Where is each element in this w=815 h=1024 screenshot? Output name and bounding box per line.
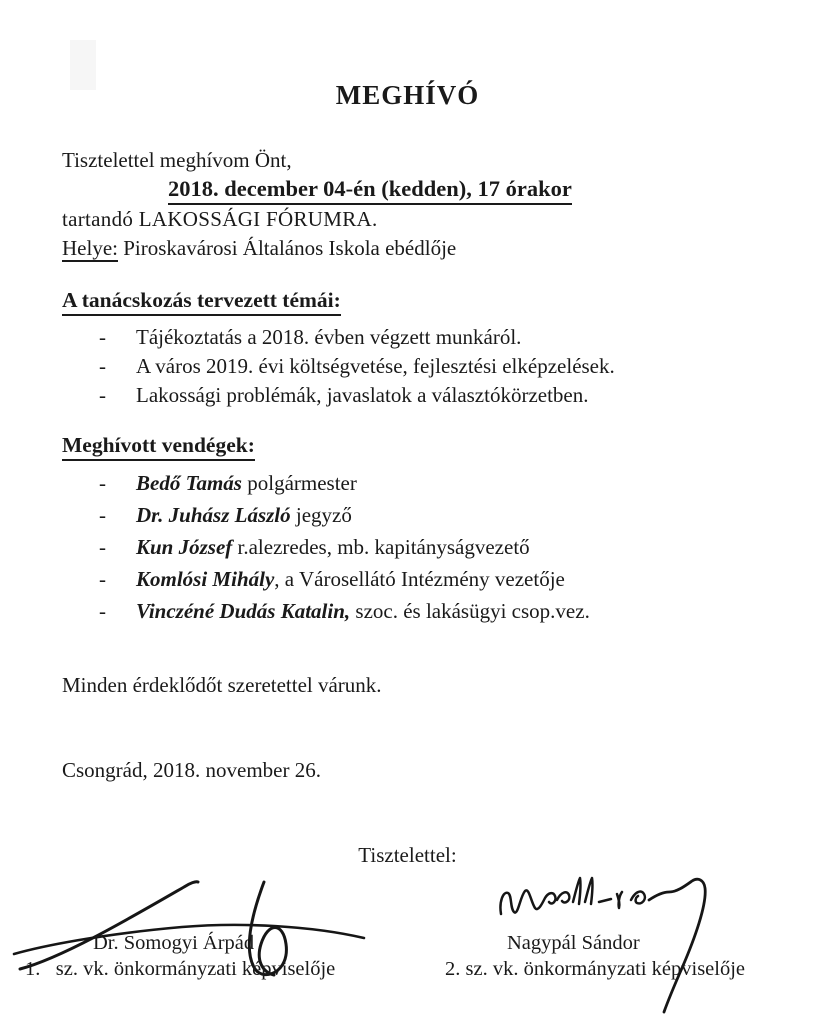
bullet-dash: - bbox=[99, 503, 106, 527]
signer-name: Nagypál Sándor bbox=[507, 932, 640, 954]
guest-item bbox=[62, 504, 782, 527]
bullet-dash: - bbox=[99, 535, 106, 559]
topic-item bbox=[62, 355, 782, 378]
intro-block bbox=[62, 146, 762, 263]
topics-section bbox=[62, 288, 782, 407]
guest-text bbox=[136, 600, 590, 623]
signature-block-right bbox=[445, 931, 805, 982]
guest-role: , a Városellátó Intézmény vezetője bbox=[274, 567, 565, 591]
topic-text: Lakossági problémák, javaslatok a választókörzetben. bbox=[136, 383, 589, 407]
event-datetime: 2018. december 04-én (kedden), 17 órakor bbox=[168, 176, 572, 205]
guest-item bbox=[62, 536, 782, 559]
salutation-line: Tisztelettel: bbox=[358, 843, 457, 867]
guest-name: Vinczéné Dudás Katalin, bbox=[136, 599, 351, 623]
guest-name: Bedő Tamás bbox=[136, 471, 242, 495]
bullet-dash: - bbox=[99, 354, 106, 378]
guest-text bbox=[136, 504, 352, 527]
guest-name: Komlósi Mihály bbox=[136, 567, 275, 591]
greeting-line: Tisztelettel meghívom Önt, bbox=[62, 148, 292, 172]
topic-text: A város 2019. évi költségvetése, fejlesztési elképzelések. bbox=[136, 354, 615, 378]
bullet-dash: - bbox=[99, 471, 106, 495]
guest-item bbox=[62, 568, 782, 591]
place-date-line: Csongrád, 2018. november 26. bbox=[62, 758, 321, 782]
topic-item bbox=[62, 384, 782, 407]
bullet-dash: - bbox=[99, 567, 106, 591]
document-title: MEGHÍVÓ bbox=[335, 80, 480, 110]
event-line: tartandó LAKOSSÁGI FÓRUMRA. bbox=[62, 207, 378, 231]
signer-title: 1. sz. vk. önkormányzati képviselője bbox=[25, 958, 336, 980]
guest-text bbox=[136, 536, 530, 559]
location-value: Piroskavárosi Általános Iskola ebédlője bbox=[117, 236, 457, 260]
guests-section bbox=[62, 433, 782, 623]
signer-name: Dr. Somogyi Árpád bbox=[93, 932, 255, 954]
closing-line: Minden érdeklődőt szeretettel várunk. bbox=[62, 673, 382, 697]
topic-text: Tájékoztatás a 2018. évben végzett munkáról. bbox=[136, 325, 522, 349]
guest-role: polgármester bbox=[241, 471, 357, 495]
guest-role: jegyző bbox=[290, 503, 352, 527]
guest-text bbox=[136, 472, 357, 495]
topics-heading: A tanácskozás tervezett témái: bbox=[62, 288, 341, 316]
guest-item bbox=[62, 600, 782, 623]
signature-block-left bbox=[25, 931, 415, 982]
guest-text bbox=[136, 568, 565, 591]
guest-role: r.alezredes, mb. kapitányságvezető bbox=[232, 535, 530, 559]
location-line bbox=[62, 234, 762, 263]
location-label: Helye: bbox=[62, 236, 118, 260]
event-datetime-line bbox=[168, 175, 762, 205]
bullet-dash: - bbox=[99, 325, 106, 349]
guest-name: Kun József bbox=[136, 535, 233, 559]
bullet-dash: - bbox=[99, 383, 106, 407]
signer-title: 2. sz. vk. önkormányzati képviselője bbox=[445, 958, 746, 980]
guests-heading: Meghívott vendégek: bbox=[62, 433, 255, 461]
guest-item bbox=[62, 472, 782, 495]
guest-name: Dr. Juhász László bbox=[136, 503, 291, 527]
bullet-dash: - bbox=[99, 599, 106, 623]
guest-role: szoc. és lakásügyi csop.vez. bbox=[350, 599, 590, 623]
topic-item bbox=[62, 326, 782, 349]
